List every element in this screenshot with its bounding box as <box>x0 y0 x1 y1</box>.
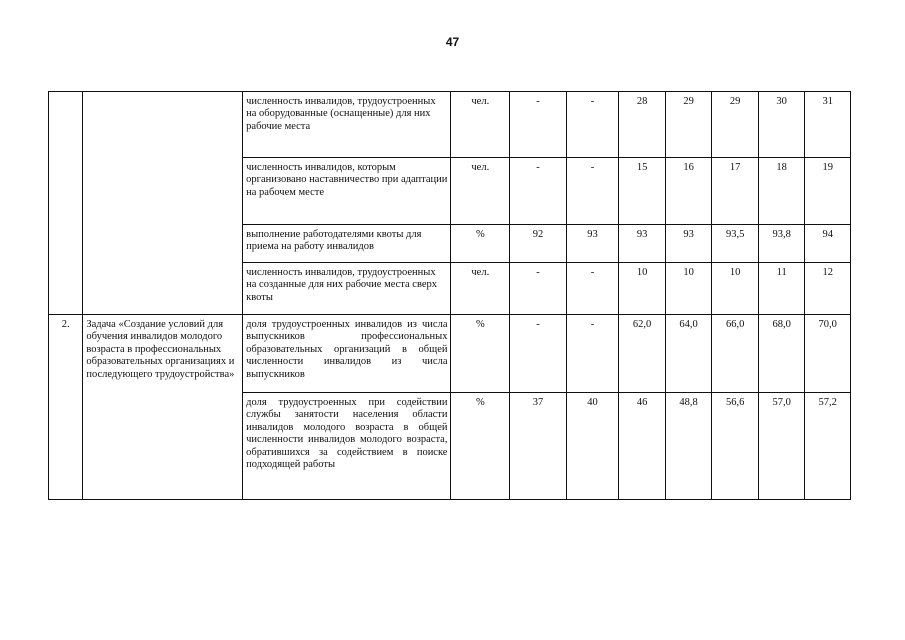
value-cell: - <box>566 263 619 315</box>
value-cell: 10 <box>619 263 666 315</box>
value-cell: 93 <box>665 225 712 263</box>
row-number-cell: 2. <box>49 315 83 500</box>
value-cell: 10 <box>665 263 712 315</box>
unit-cell: % <box>451 393 510 500</box>
value-cell: 29 <box>712 92 759 158</box>
value-cell: 10 <box>712 263 759 315</box>
indicators-table <box>48 91 851 500</box>
value-cell: 56,6 <box>712 393 759 500</box>
value-cell: 48,8 <box>665 393 712 500</box>
value-cell: 66,0 <box>712 315 759 393</box>
value-cell: 46 <box>619 393 666 500</box>
value-cell: 31 <box>805 92 851 158</box>
value-cell: 93,5 <box>712 225 759 263</box>
row-number-cell <box>49 92 83 315</box>
table-row <box>49 92 851 158</box>
indicator-cell: численность инвалидов, которым организовано наставничество при адаптации на рабочем месте <box>243 158 451 225</box>
value-cell: 93,8 <box>758 225 805 263</box>
value-cell: - <box>566 92 619 158</box>
indicator-cell: доля трудоустроенных при содействии службы занятости населения области инвалидов молодого возраста в общей численности инвалидов молодого возраста, обратившихся за содействием в поиске подходящей работы <box>243 393 451 500</box>
value-cell: 68,0 <box>758 315 805 393</box>
value-cell: 93 <box>566 225 619 263</box>
value-cell: 62,0 <box>619 315 666 393</box>
indicator-cell: численность инвалидов, трудоустроенных на оборудованные (оснащенные) для них рабочие места <box>243 92 451 158</box>
value-cell: 40 <box>566 393 619 500</box>
table-row <box>49 315 851 393</box>
value-cell: 94 <box>805 225 851 263</box>
unit-cell: % <box>451 225 510 263</box>
value-cell: 11 <box>758 263 805 315</box>
value-cell: 37 <box>510 393 567 500</box>
value-cell: 15 <box>619 158 666 225</box>
page-number: 47 <box>445 35 460 49</box>
value-cell: 30 <box>758 92 805 158</box>
unit-cell: чел. <box>451 92 510 158</box>
value-cell: 19 <box>805 158 851 225</box>
unit-cell: чел. <box>451 263 510 315</box>
value-cell: 18 <box>758 158 805 225</box>
value-cell: - <box>510 263 567 315</box>
value-cell: 57,2 <box>805 393 851 500</box>
value-cell: 12 <box>805 263 851 315</box>
value-cell: 70,0 <box>805 315 851 393</box>
value-cell: - <box>510 315 567 393</box>
value-cell: - <box>510 158 567 225</box>
value-cell: - <box>566 158 619 225</box>
indicator-cell: выполнение работодателями квоты для приема на работу инвалидов <box>243 225 451 263</box>
unit-cell: % <box>451 315 510 393</box>
value-cell: 16 <box>665 158 712 225</box>
value-cell: 57,0 <box>758 393 805 500</box>
value-cell: - <box>566 315 619 393</box>
indicator-cell: доля трудоустроенных инвалидов из числа выпускников профессиональных образовательных организаций в общей численности инвалидов из числа выпускников <box>243 315 451 393</box>
value-cell: 17 <box>712 158 759 225</box>
value-cell: 29 <box>665 92 712 158</box>
task-cell <box>83 92 243 315</box>
unit-cell: чел. <box>451 158 510 225</box>
value-cell: - <box>510 92 567 158</box>
value-cell: 93 <box>619 225 666 263</box>
value-cell: 92 <box>510 225 567 263</box>
value-cell: 64,0 <box>665 315 712 393</box>
indicator-cell: численность инвалидов, трудоустроенных на созданные для них рабочие места сверх квоты <box>243 263 451 315</box>
task-cell: Задача «Создание условий для обучения инвалидов молодого возраста в профессиональных образовательных организациях и последующего трудоустройства» <box>83 315 243 500</box>
value-cell: 28 <box>619 92 666 158</box>
